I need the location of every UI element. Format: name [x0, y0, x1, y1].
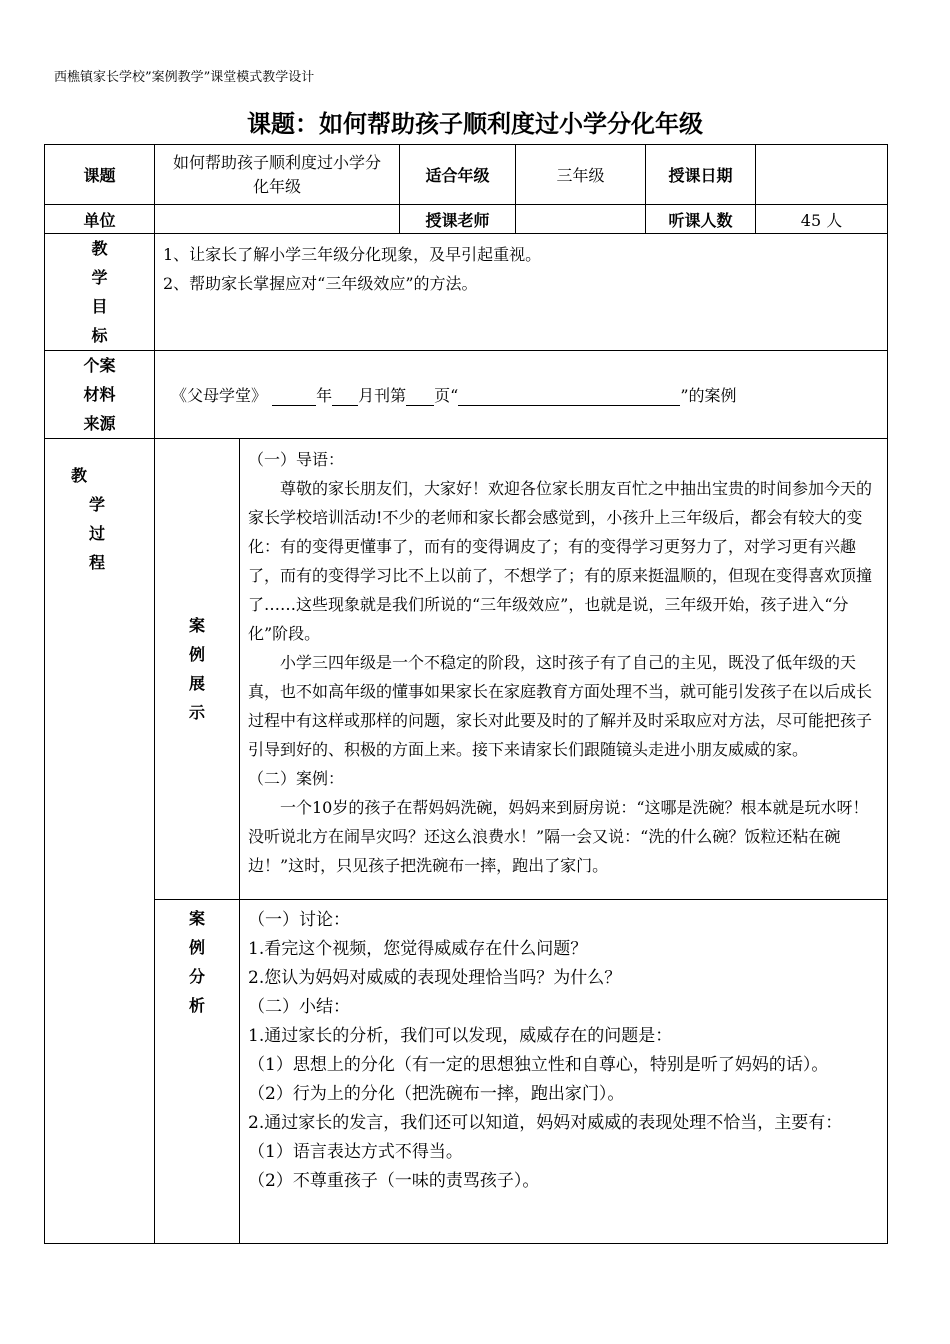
topic-value: 如何帮助孩子顺利度过小学分化年级 [155, 145, 400, 205]
year-blank [272, 389, 316, 406]
source-month-text: 月刊第 [358, 386, 407, 405]
goals-label-char: 教 [91, 239, 108, 258]
analysis-line: （1）思想上的分化（有一定的思想独立性和自尊心，特别是听了妈妈的话）。 [248, 1055, 829, 1075]
page-title: 课题：如何帮助孩子顺利度过小学分化年级 [247, 110, 703, 138]
document-header: 西樵镇家长学校”案例教学”课堂模式教学设计 [54, 70, 315, 85]
date-value [756, 145, 888, 205]
analysis-label-char: 析 [188, 996, 205, 1015]
case-paragraph: 一个10岁的孩子在帮妈妈洗碗，妈妈来到厨房说：“这哪是洗碗？根本就是玩水呀！没听说北方在闹旱灾吗？还这么浪费水！”隔一会又说：“洗的什么碗？饭粒还粘在碗边！”这时，只见孩子把洗碗布一摔，跑出了家门。 [248, 798, 869, 875]
analysis-line: （二）小结： [248, 997, 350, 1017]
process-label-char: 过 [89, 524, 106, 543]
unit-value [155, 205, 400, 234]
analysis-line: （2）不尊重孩子（一味的责骂孩子）。 [248, 1171, 540, 1191]
intro-paragraph: 小学三四年级是一个不稳定的阶段，这时孩子有了自己的主见，既没了低年级的天真，也不如高年级的懂事如果家长在家庭教育方面处理不当，就可能引发孩子在以后成长过程中有这样或那样的问题，家长对此要及时的了解并及时采取应对方法，尽可能把孩子引导到好的、积极的方面上来。接下来请家长们跟随镜头走进小朋友威威的家。 [248, 653, 873, 759]
analysis-content [240, 900, 888, 1244]
case-heading: （二）案例： [248, 769, 345, 788]
info-row-1 [45, 145, 888, 205]
teacher-label: 授课老师 [400, 205, 516, 234]
process-label-char: 学 [89, 495, 106, 514]
display-label-char: 例 [188, 645, 205, 664]
source-suffix: ”的案例 [680, 386, 737, 405]
analysis-label-char: 分 [188, 967, 205, 986]
display-content [240, 439, 888, 900]
info-row-2 [45, 205, 888, 234]
process-label-char: 程 [89, 553, 106, 572]
display-label [155, 439, 240, 900]
goal-item: 1、让家长了解小学三年级分化现象，及早引起重视。 [163, 245, 542, 264]
grade-label: 适合年级 [400, 145, 516, 205]
month-blank [332, 389, 358, 406]
analysis-line: 1.看完这个视频，您觉得威威存在什么问题？ [248, 939, 588, 959]
date-label: 授课日期 [646, 145, 756, 205]
goal-item: 2、帮助家长掌握应对“三年级效应”的方法。 [163, 274, 478, 293]
source-page-text: 页“ [434, 386, 459, 405]
source-year-text: 年 [316, 386, 333, 405]
intro-heading: （一）导语： [248, 450, 345, 469]
topic-label: 课题 [45, 145, 155, 205]
goals-label-char: 目 [91, 297, 108, 316]
teacher-value [516, 205, 646, 234]
analysis-label-char: 案 [188, 909, 205, 928]
analysis-line: （2）行为上的分化（把洗碗布一摔，跑出家门）。 [248, 1084, 625, 1104]
page-blank [406, 389, 434, 406]
analysis-line: 2.您认为妈妈对威威的表现处理恰当吗？为什么？ [248, 968, 622, 988]
audience-value: 45 人 [756, 205, 888, 234]
audience-label: 听课人数 [646, 205, 756, 234]
lesson-plan-table [44, 144, 888, 1244]
process-label [45, 439, 155, 1244]
source-label-line: 个案 [83, 356, 116, 375]
goals-row [45, 234, 888, 351]
analysis-line: （一）讨论： [248, 910, 350, 930]
display-label-char: 示 [188, 703, 205, 722]
grade-value: 三年级 [516, 145, 646, 205]
goals-content [155, 234, 888, 351]
title-blank [458, 389, 680, 406]
intro-paragraph: 尊敬的家长朋友们，大家好！欢迎各位家长朋友百忙之中抽出宝贵的时间参加今天的家长学校培训活动!不少的老师和家长都会感觉到，小孩升上三年级后，都会有较大的变化：有的变得更懂事了，而有的变得调皮了；有的变得学习更努力了，对学习更有兴趣了，而有的变得学习比不上以前了，不想学了；有的原来挺温顺的，但现在变得喜欢顶撞了……这些现象就是我们所说的“三年级效应”，也就是说，三年级开始，孩子进入“分化”阶段。 [248, 479, 873, 643]
unit-label: 单位 [45, 205, 155, 234]
display-label-char: 展 [188, 674, 205, 693]
source-label-line: 来源 [83, 414, 116, 433]
process-display-row [45, 439, 888, 900]
analysis-label [155, 900, 240, 1244]
analysis-label-char: 例 [188, 938, 205, 957]
goals-label-char: 标 [91, 326, 108, 345]
analysis-line: 1.通过家长的分析，我们可以发现，威威存在的问题是： [248, 1026, 673, 1046]
source-label [45, 351, 155, 439]
source-label-line: 材料 [83, 385, 116, 404]
display-label-char: 案 [188, 616, 205, 635]
analysis-line: 2.通过家长的发言，我们还可以知道，妈妈对威威的表现处理不恰当，主要有： [248, 1113, 843, 1133]
source-row [45, 351, 888, 439]
source-magazine: 《父母学堂》 [171, 386, 268, 405]
goals-label-char: 学 [91, 268, 108, 287]
goals-label [45, 234, 155, 351]
process-label-char: 教 [71, 466, 88, 485]
process-analysis-row [45, 900, 888, 1244]
source-content [155, 351, 888, 439]
analysis-line: （1）语言表达方式不得当。 [248, 1142, 463, 1162]
